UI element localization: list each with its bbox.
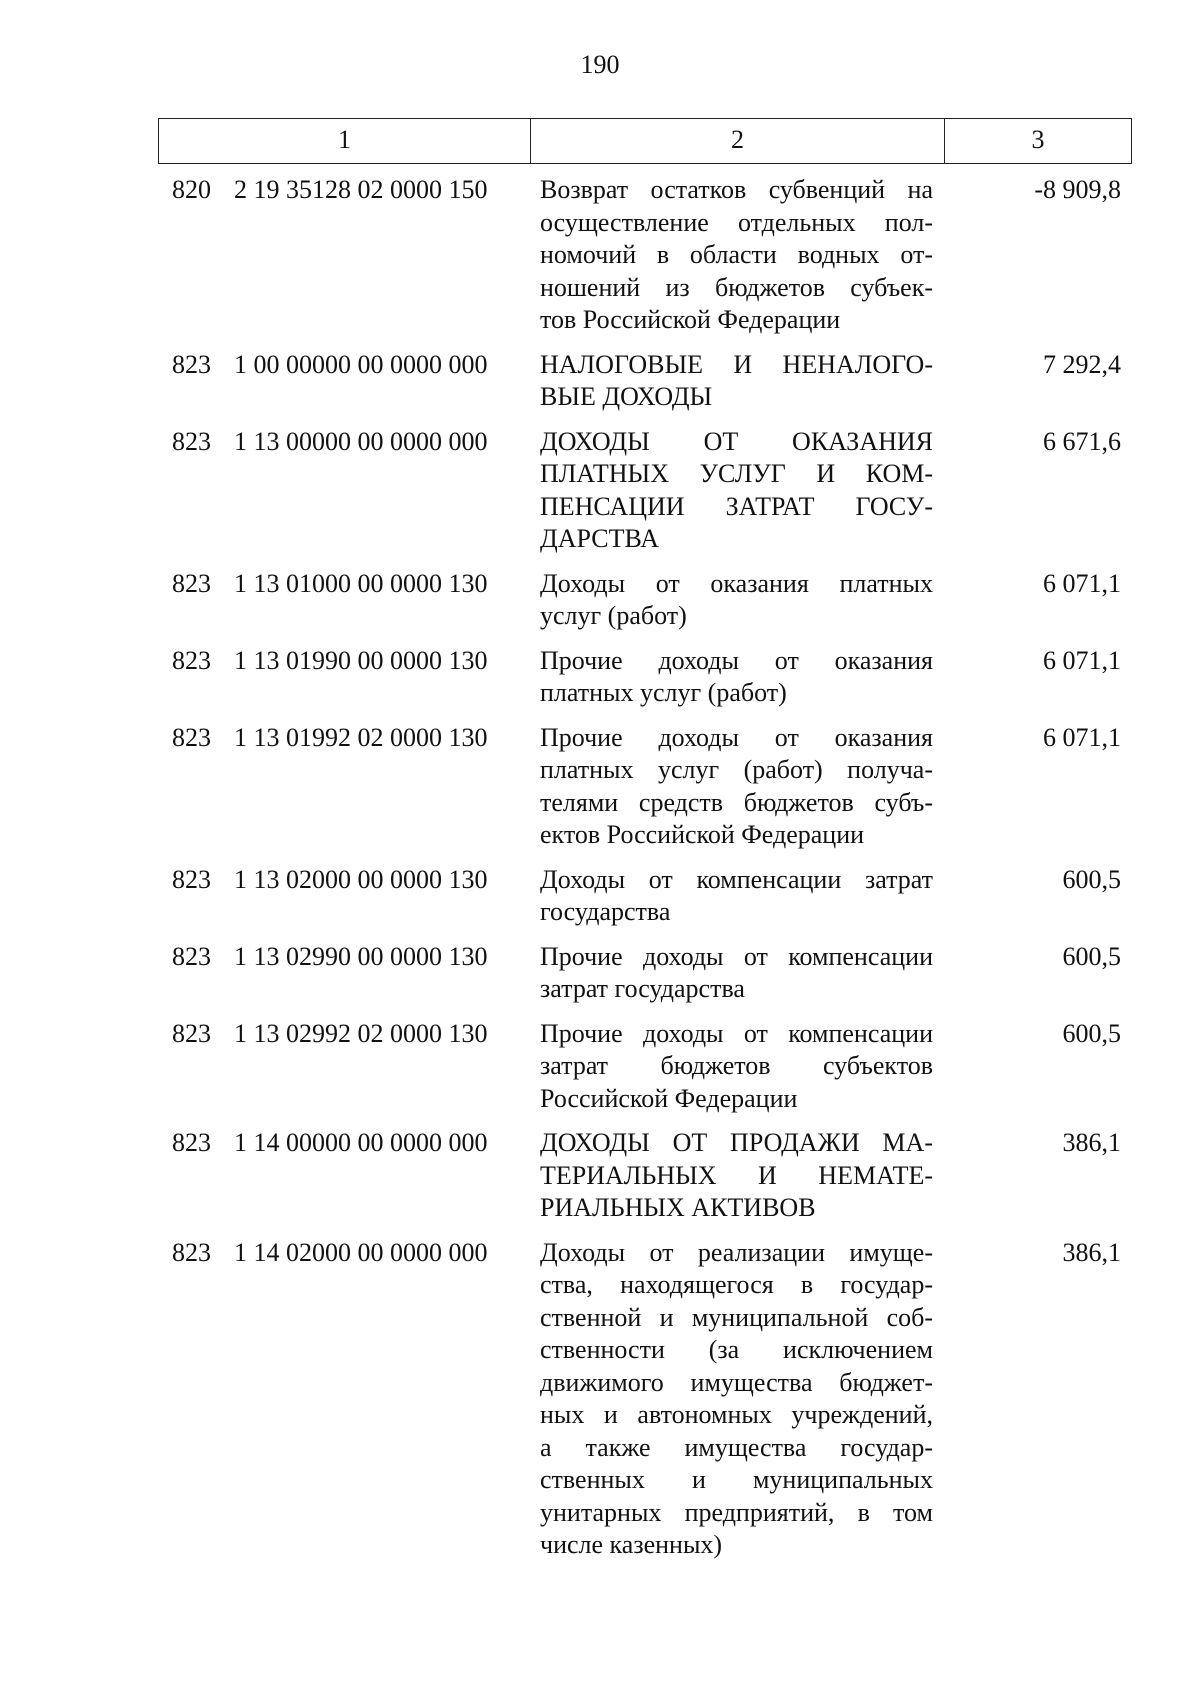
admin-code: 823 xyxy=(172,864,211,894)
revenue-name xyxy=(530,941,933,1006)
revenue-name-line: а также имущества государ- xyxy=(540,1432,933,1462)
revenue-code: 1 14 02000 00 0000 000 xyxy=(234,1237,488,1267)
admin-code: 823 xyxy=(172,1237,211,1267)
amount: 600,5 xyxy=(1062,1018,1121,1048)
revenue-name-line: ПЛАТНЫХ УСЛУГ И КОМ- xyxy=(540,459,933,488)
revenue-name-line: Возврат остатков субвенций на xyxy=(540,175,933,204)
table-row xyxy=(158,1237,1131,1562)
revenue-name-line: унитарных предприятий, в том xyxy=(540,1497,933,1527)
revenue-name-line: затрат государства xyxy=(540,974,745,1003)
revenue-name-line: ТЕРИАЛЬНЫХ И НЕМАТЕ- xyxy=(540,1160,933,1190)
revenue-code: 1 13 00000 00 0000 000 xyxy=(234,426,488,456)
revenue-name-line: ВЫЕ ДОХОДЫ xyxy=(540,382,713,411)
table-row xyxy=(158,722,1131,852)
revenue-name-line: числе казенных) xyxy=(540,1530,723,1559)
table-row xyxy=(158,1127,1131,1225)
revenue-name xyxy=(530,645,933,710)
revenue-name-line: государства xyxy=(540,897,671,926)
revenue-code: 1 13 02990 00 0000 130 xyxy=(234,941,488,971)
revenue-name xyxy=(530,174,933,337)
revenue-code: 1 13 01992 02 0000 130 xyxy=(234,722,488,752)
revenue-name-line: Прочие доходы от компенсации xyxy=(540,1018,933,1048)
header-col-2: 2 xyxy=(531,119,945,164)
revenue-name-line: ДАРСТВА xyxy=(540,524,659,553)
amount: 600,5 xyxy=(1062,941,1121,971)
revenue-code: 1 13 02992 02 0000 130 xyxy=(234,1018,488,1048)
revenue-name-line: ственности (за исключением xyxy=(540,1335,933,1364)
admin-code: 823 xyxy=(172,1128,211,1157)
revenue-name xyxy=(530,864,933,929)
revenue-code: 1 14 00000 00 0000 000 xyxy=(234,1128,488,1157)
revenue-name-line: затрат бюджетов субъектов xyxy=(540,1051,933,1080)
revenue-name-line: ных и автономных учреждений, xyxy=(540,1400,933,1429)
revenue-name-line: НАЛОГОВЫЕ И НЕНАЛОГО- xyxy=(540,349,933,379)
revenue-name-line: ДОХОДЫ ОТ ПРОДАЖИ МА- xyxy=(540,1128,933,1157)
revenue-name-line: платных услуг (работ) xyxy=(540,678,787,707)
revenue-name-line: Прочие доходы от оказания xyxy=(540,722,933,752)
revenue-name-line: ственных и муниципальных xyxy=(540,1465,933,1494)
amount: 7 292,4 xyxy=(1043,349,1121,379)
amount: 386,1 xyxy=(1062,1237,1121,1267)
revenue-code: 1 13 01000 00 0000 130 xyxy=(234,568,488,598)
header-col-3: 3 xyxy=(945,119,1132,164)
admin-code: 823 xyxy=(172,941,211,971)
revenue-name-line: услуг (работ) xyxy=(540,601,687,630)
amount: 6 071,1 xyxy=(1043,722,1121,752)
revenue-code: 1 13 01990 00 0000 130 xyxy=(234,645,488,675)
revenue-name-line: Российской Федерации xyxy=(540,1083,798,1113)
revenue-name-line: номочий в области водных от- xyxy=(540,240,933,269)
amount: 6 071,1 xyxy=(1043,568,1121,598)
revenue-name xyxy=(530,426,933,556)
revenue-name-line: Доходы от реализации имуще- xyxy=(540,1237,933,1267)
header-col-1: 1 xyxy=(159,119,531,164)
revenue-name-line: Доходы от оказания платных xyxy=(540,568,933,598)
table-row xyxy=(158,568,1131,633)
revenue-name-line: осуществление отдельных пол- xyxy=(540,207,933,237)
table-row xyxy=(158,426,1131,556)
amount: 386,1 xyxy=(1062,1128,1121,1157)
admin-code: 823 xyxy=(172,1018,211,1048)
revenue-name-line: Доходы от компенсации затрат xyxy=(540,864,933,894)
amount: -8 909,8 xyxy=(1034,175,1121,204)
admin-code: 823 xyxy=(172,349,211,379)
admin-code: 823 xyxy=(172,568,211,598)
revenue-name-line: ношений из бюджетов субъек- xyxy=(540,272,933,302)
admin-code: 823 xyxy=(172,426,211,456)
revenue-name xyxy=(530,722,933,852)
revenue-name-line: Прочие доходы от оказания xyxy=(540,645,933,675)
revenue-name-line: платных услуг (работ) получа- xyxy=(540,755,933,784)
revenue-name-line: Прочие доходы от компенсации xyxy=(540,941,933,971)
table-row xyxy=(158,349,1131,414)
admin-code: 823 xyxy=(172,645,211,675)
amount: 6 071,1 xyxy=(1043,645,1121,675)
table-body xyxy=(158,174,1131,1574)
revenue-name xyxy=(530,1018,933,1116)
admin-code: 820 xyxy=(172,175,211,204)
revenue-name-line: РИАЛЬНЫХ АКТИВОВ xyxy=(540,1193,816,1222)
revenue-name-line: ДОХОДЫ ОТ ОКАЗАНИЯ xyxy=(540,426,933,456)
revenue-name-line: ственной и муниципальной соб- xyxy=(540,1302,933,1332)
table-row xyxy=(158,1018,1131,1116)
revenue-name-line: телями средств бюджетов субъ- xyxy=(540,787,933,817)
revenue-code: 1 13 02000 00 0000 130 xyxy=(234,864,488,894)
table-row xyxy=(158,645,1131,710)
revenue-name-line: тов Российской Федерации xyxy=(540,305,841,334)
amount: 600,5 xyxy=(1062,864,1121,894)
revenue-code: 2 19 35128 02 0000 150 xyxy=(234,175,488,204)
admin-code: 823 xyxy=(172,722,211,752)
table-row xyxy=(158,941,1131,1006)
table-row xyxy=(158,864,1131,929)
revenue-name-line: ектов Российской Федерации xyxy=(540,820,865,849)
table-header xyxy=(158,118,1132,164)
revenue-name-line: ства, находящегося в государ- xyxy=(540,1270,933,1299)
amount: 6 671,6 xyxy=(1043,426,1121,456)
table-row xyxy=(158,174,1131,337)
revenue-name xyxy=(530,1127,933,1225)
revenue-name xyxy=(530,568,933,633)
revenue-name-line: ПЕНСАЦИИ ЗАТРАТ ГОСУ- xyxy=(540,491,933,521)
revenue-code: 1 00 00000 00 0000 000 xyxy=(234,349,488,379)
revenue-name xyxy=(530,1237,933,1562)
revenue-name xyxy=(530,349,933,414)
revenue-name-line: движимого имущества бюджет- xyxy=(540,1367,933,1397)
page-number: 190 xyxy=(580,50,620,79)
